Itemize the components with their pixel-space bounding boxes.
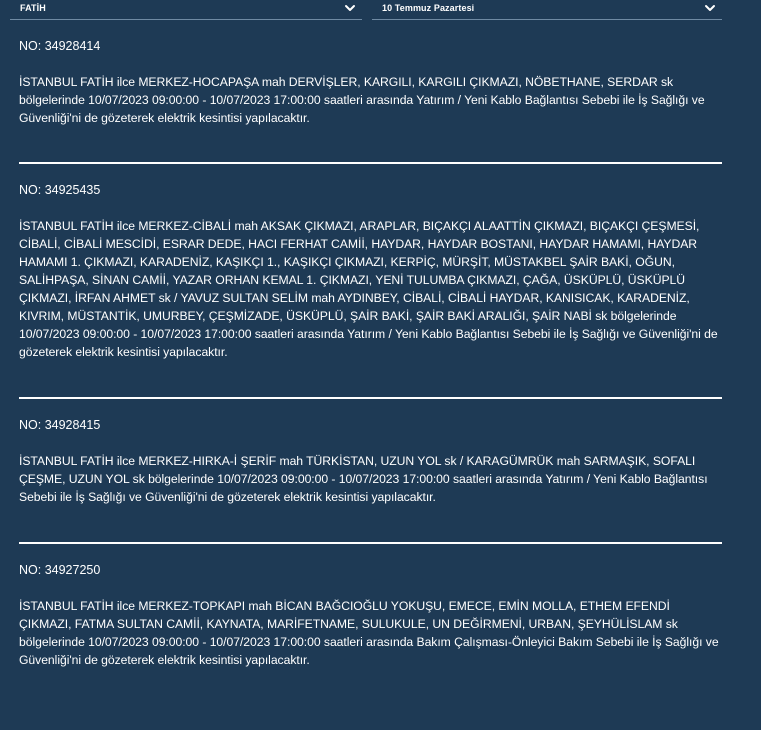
- record-number: NO: 34925435: [19, 183, 101, 197]
- record-description: İSTANBUL FATİH ilce MERKEZ-CİBALİ mah AKSAK ÇIKMAZI, ARAPLAR, BIÇAKÇI ALAATTİN ÇIKMAZI, BIÇAKÇI ÇEŞMESİ, CİBALİ, CİBALİ MESCİDİ, ESRAR DEDE, HACI FERHAT CAMİİ, HAYDAR, HAYDAR BOSTANI, HAYDAR HAMAMI, HAYDAR HAMAMI 1. ÇIKMAZI, KARADENİZ, KAŞIKÇI 1., KAŞIKÇI ÇIKMAZI, KERPİÇ, MÜRŞİT, MÜSTAKBEL ŞAİR BAKİ, OĞUN, SALİHPAŞA, SİNAN CAMİİ, YAZAR ORHAN KEMAL 1. ÇIKMAZI, YENİ TULUMBA ÇIKMAZI, ÇAĞA, ÜSKÜPLÜ, ÜSKÜPLÜ ÇIKMAZI, İRFAN AHMET sk / YAVUZ SULTAN SELİM mah AYDINBEY, CİBALİ, CİBALİ HAYDAR, KANISICAK, KARADENİZ, KIVRIM, MÜSTANTİK, UMURBEY, ÇEŞMİZADE, ÜSKÜPLÜ, ŞAİR BAKİ, ŞAİR BAKİ ARALIĞI, ŞAİR NABİ sk bölgelerinde 10/07/2023 09:00:00 - 10/07/2023 17:00:00 saatleri arasında Yatırım / Yeni Kablo Bağlantısı Sebebi ile İş Sağlığı ve Güvenliği'ni de gözeterek elektrik kesintisi yapılacaktır.: [19, 219, 718, 359]
- record-number: NO: 34927250: [19, 563, 101, 577]
- date-select[interactable]: [372, 0, 722, 20]
- chevron-down-icon: [704, 3, 716, 13]
- filter-bar: [0, 0, 761, 22]
- record-divider: [19, 397, 722, 399]
- record-description: İSTANBUL FATİH ilce MERKEZ-HIRKA-İ ŞERİF mah TÜRKİSTAN, UZUN YOL sk / KARAGÜMRÜK mah SARMAŞIK, SOFALI ÇEŞME, UZUN YOL sk bölgelerinde 10/07/2023 09:00:00 - 10/07/2023 17:00:00 saatleri arasında Yatırım / Yeni Kablo Bağlantısı Sebebi ile İş Sağlığı ve Güvenliği'ni de gözeterek elektrik kesintisi yapılacaktır.: [19, 454, 708, 504]
- outage-record: [19, 562, 722, 669]
- record-number: NO: 34928415: [19, 418, 101, 432]
- outage-list: [19, 38, 722, 669]
- date-select-value: 10 Temmuz Pazartesi: [382, 3, 475, 13]
- record-divider: [19, 542, 722, 544]
- record-divider: [19, 162, 722, 164]
- chevron-down-icon: [344, 3, 356, 13]
- record-description: İSTANBUL FATİH ilce MERKEZ-HOCAPAŞA mah DERVİŞLER, KARGILI, KARGILI ÇIKMAZI, NÖBETHANE, SERDAR sk bölgelerinde 10/07/2023 09:00:00 - 10/07/2023 17:00:00 saatleri arasında Yatırım / Yeni Kablo Bağlantısı Sebebi ile İş Sağlığı ve Güvenliği'ni de gözeterek elektrik kesintisi yapılacaktır.: [19, 75, 705, 125]
- record-number: NO: 34928414: [19, 39, 101, 53]
- outage-record: [19, 417, 722, 506]
- district-select-value: FATİH: [20, 3, 46, 13]
- outage-record: [19, 38, 722, 127]
- outage-record: [19, 182, 722, 361]
- district-select[interactable]: [10, 0, 362, 20]
- record-description: İSTANBUL FATİH ilce MERKEZ-TOPKAPI mah BİCAN BAĞCIOĞLU YOKUŞU, EMECE, EMİN MOLLA, ETHEM EFENDİ ÇIKMAZI, FATMA SULTAN CAMİİ, KAYNATA, MARİFETNAME, SULUKULE, UN DEĞİRMENİ, URBAN, ŞEYHÜLİSLAM sk bölgelerinde 10/07/2023 09:00:00 - 10/07/2023 17:00:00 saatleri arasında Bakım Çalışması-Önleyici Bakım Sebebi ile İş Sağlığı ve Güvenliği'ni de gözeterek elektrik kesintisi yapılacaktır.: [19, 599, 719, 667]
